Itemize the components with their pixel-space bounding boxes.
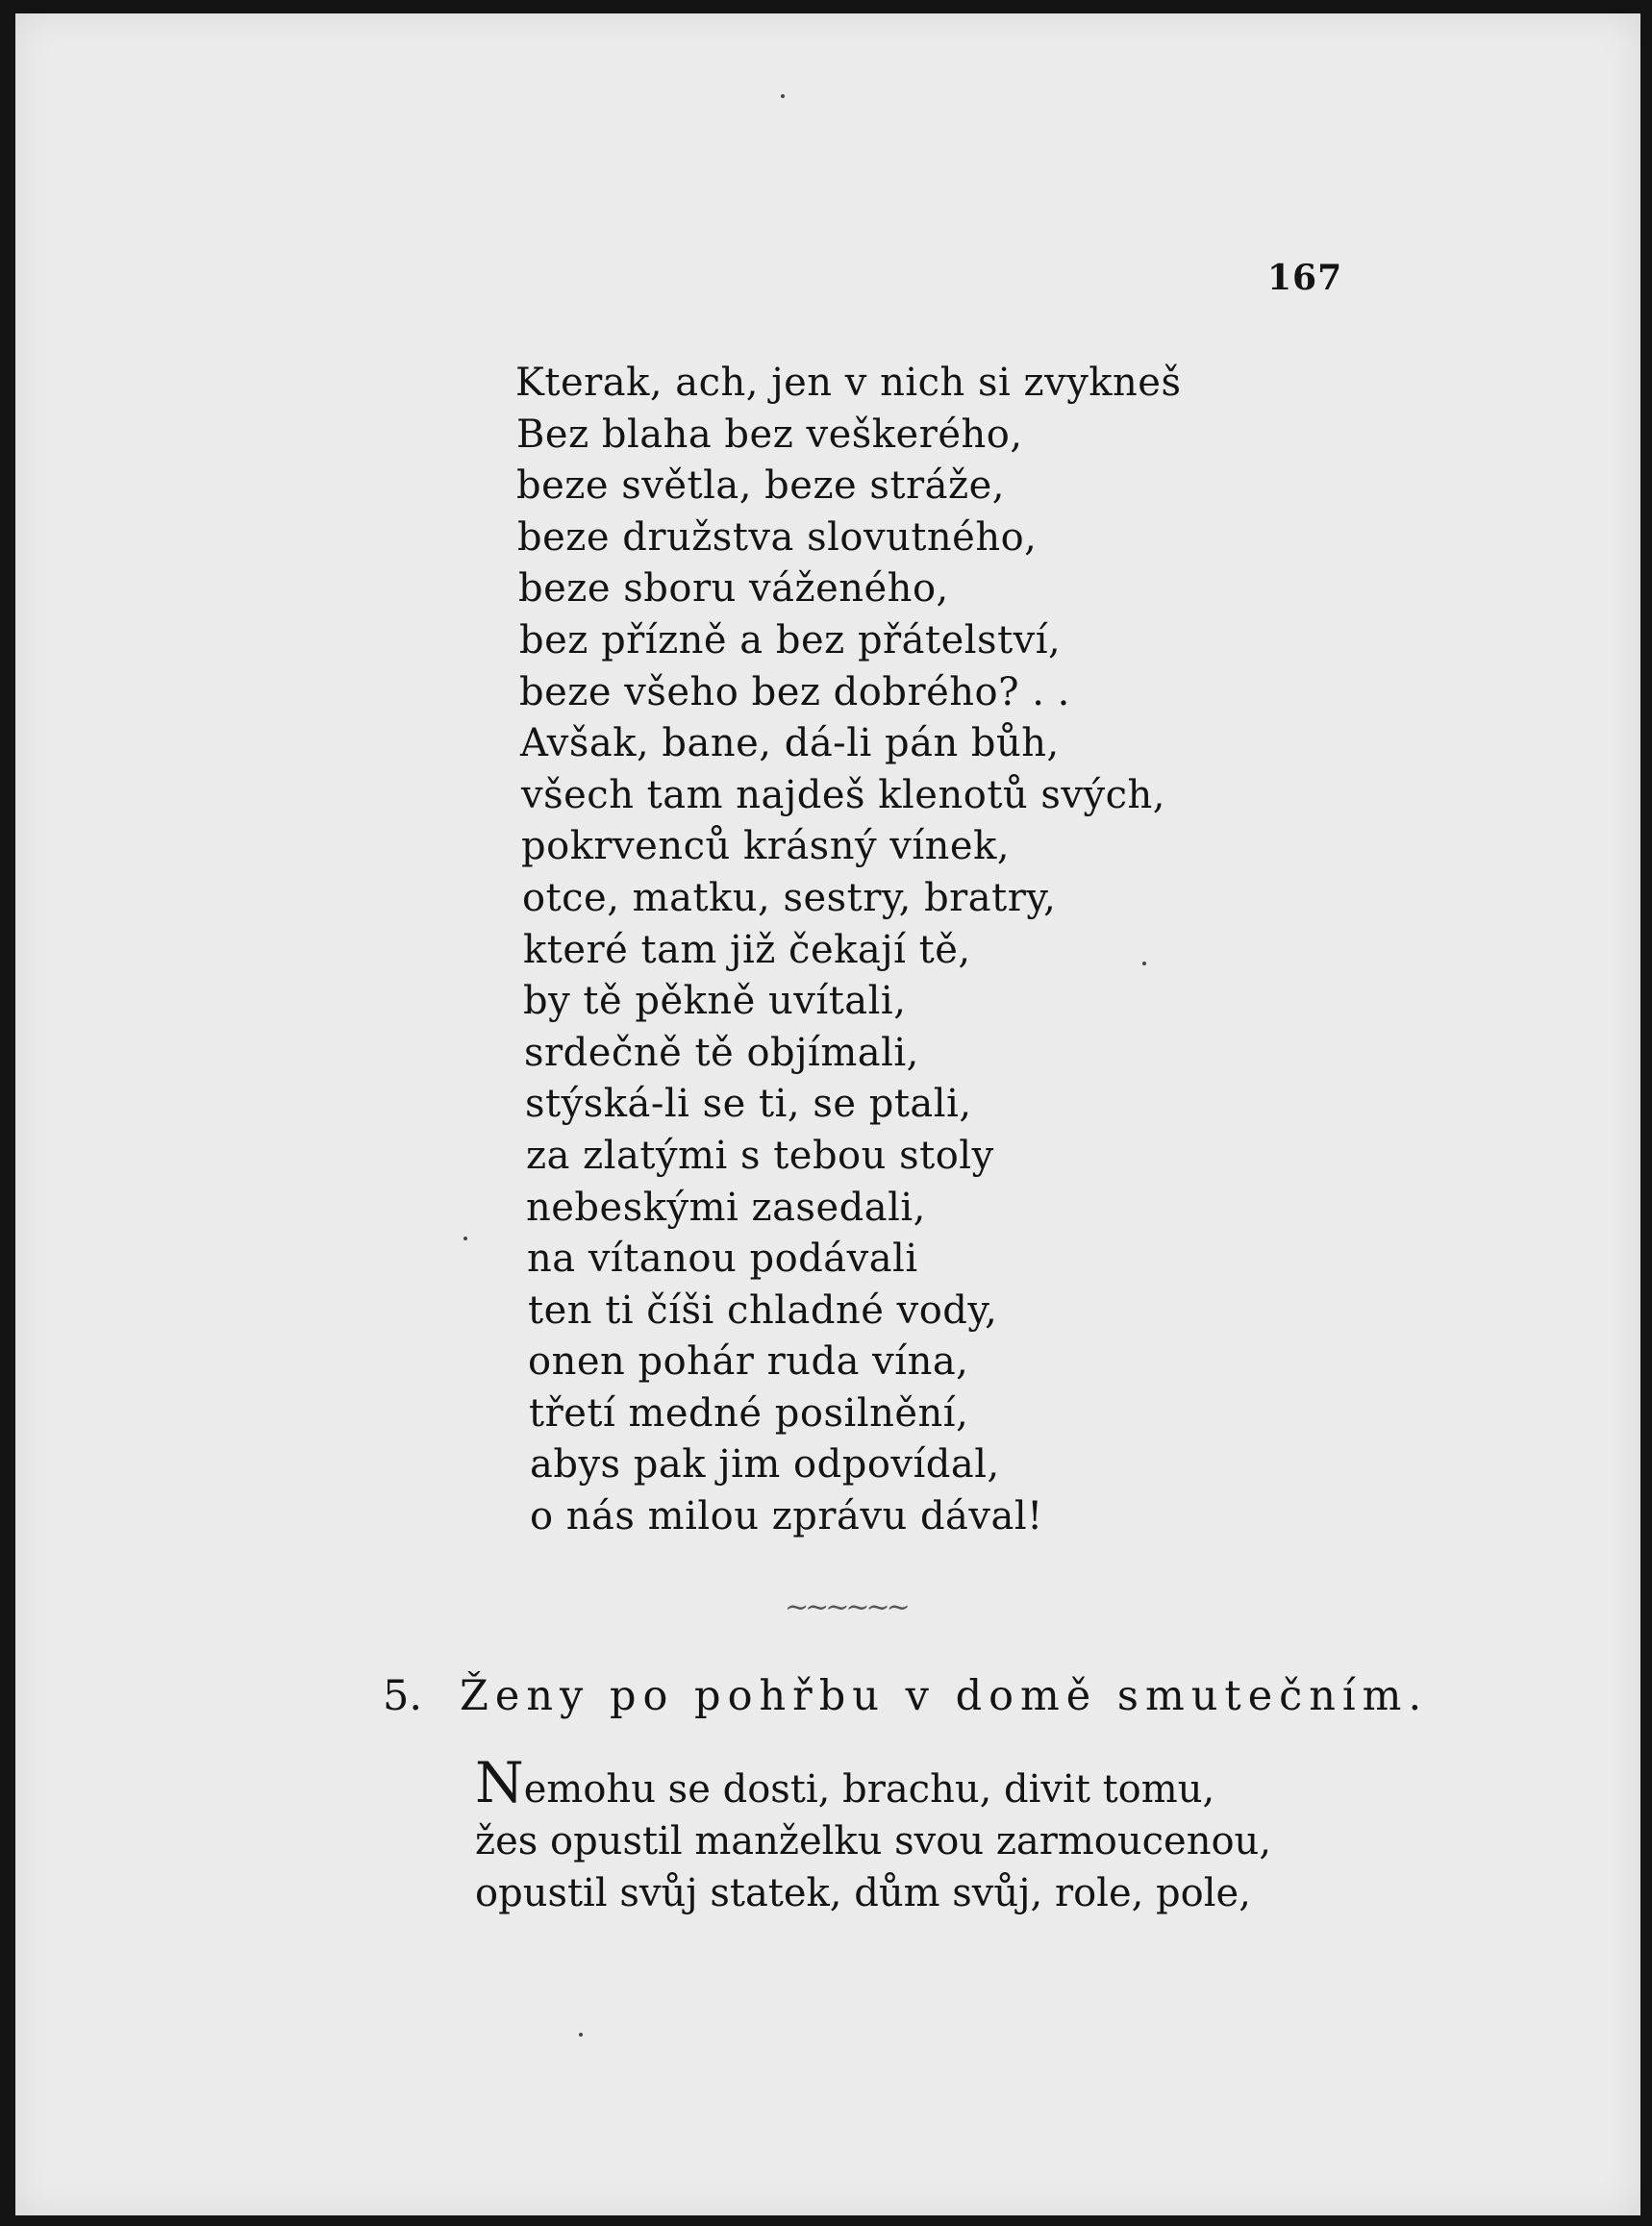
poem-line: beze všeho bez dobrého? . . <box>519 669 1070 714</box>
paper-speck <box>781 94 785 98</box>
poem-line: bez přízně a bez přátelství, <box>519 617 1062 663</box>
poem-line: beze sboru váženého, <box>518 566 949 612</box>
poem-text <box>515 358 1381 1543</box>
poem-line: srdečně tě objímali, <box>524 1030 919 1075</box>
section-heading <box>383 1667 1440 1725</box>
poem-line: za zlatými s tebou stoly <box>526 1133 994 1178</box>
poem-line: Bez blaha bez veškerého, <box>516 412 1023 457</box>
stanza-line: žes opustil manželku svou zarmoucenou, <box>475 1819 1272 1863</box>
poem-line: Kterak, ach, jen v nich si zvykneš <box>515 361 1182 405</box>
poem-line: onen pohár ruda vína, <box>528 1339 969 1385</box>
poem-line: Avšak, bane, dá-li pán bůh, <box>520 721 1060 766</box>
section-title: Ženy po pohřbu v domě smutečním. <box>460 1672 1429 1720</box>
stanza-line: opustil svůj statek, dům svůj, role, pole, <box>475 1871 1251 1915</box>
poem-line: všech tam najdeš klenotů svých, <box>521 772 1165 817</box>
section-number: 5. <box>383 1672 423 1720</box>
paper-speck <box>463 1237 467 1240</box>
poem-line: třetí medné posilnění, <box>529 1390 969 1436</box>
poem-line: nebeskými zasedali, <box>526 1185 926 1230</box>
poem-line: beze světla, beze stráže, <box>516 463 1005 509</box>
poem-line: by tě pěkně uvítali, <box>523 979 907 1024</box>
paper-speck <box>579 2033 583 2037</box>
first-line-text: emohu se dosti, brachu, divit tomu, <box>523 1767 1215 1812</box>
drop-cap: N <box>475 1750 524 1815</box>
poem-line: pokrvenců krásný vínek, <box>521 824 1011 869</box>
poem-line: beze družstva slovutného, <box>517 514 1038 560</box>
poem-line: otce, matku, sestry, bratry, <box>522 875 1057 920</box>
paper-speck <box>1142 962 1146 965</box>
poem-line: které tam již čekají tě, <box>523 927 971 972</box>
poem-line: o nás milou zprávu dával! <box>530 1494 1043 1539</box>
book-page <box>15 13 1640 2215</box>
poem-line: ten ti číši chladné vody, <box>528 1288 998 1333</box>
stanza-line <box>475 1750 1389 1815</box>
poem-line: na vítanou podávali <box>527 1237 918 1282</box>
section-ornament: ~~~~~~ <box>785 1590 907 1624</box>
poem-line: stýská-li se ti, se ptali, <box>525 1082 972 1127</box>
page-number: 167 <box>1267 258 1343 298</box>
stanza-text <box>475 1750 1389 1919</box>
poem-line: abys pak jim odpovídal, <box>530 1442 1000 1488</box>
